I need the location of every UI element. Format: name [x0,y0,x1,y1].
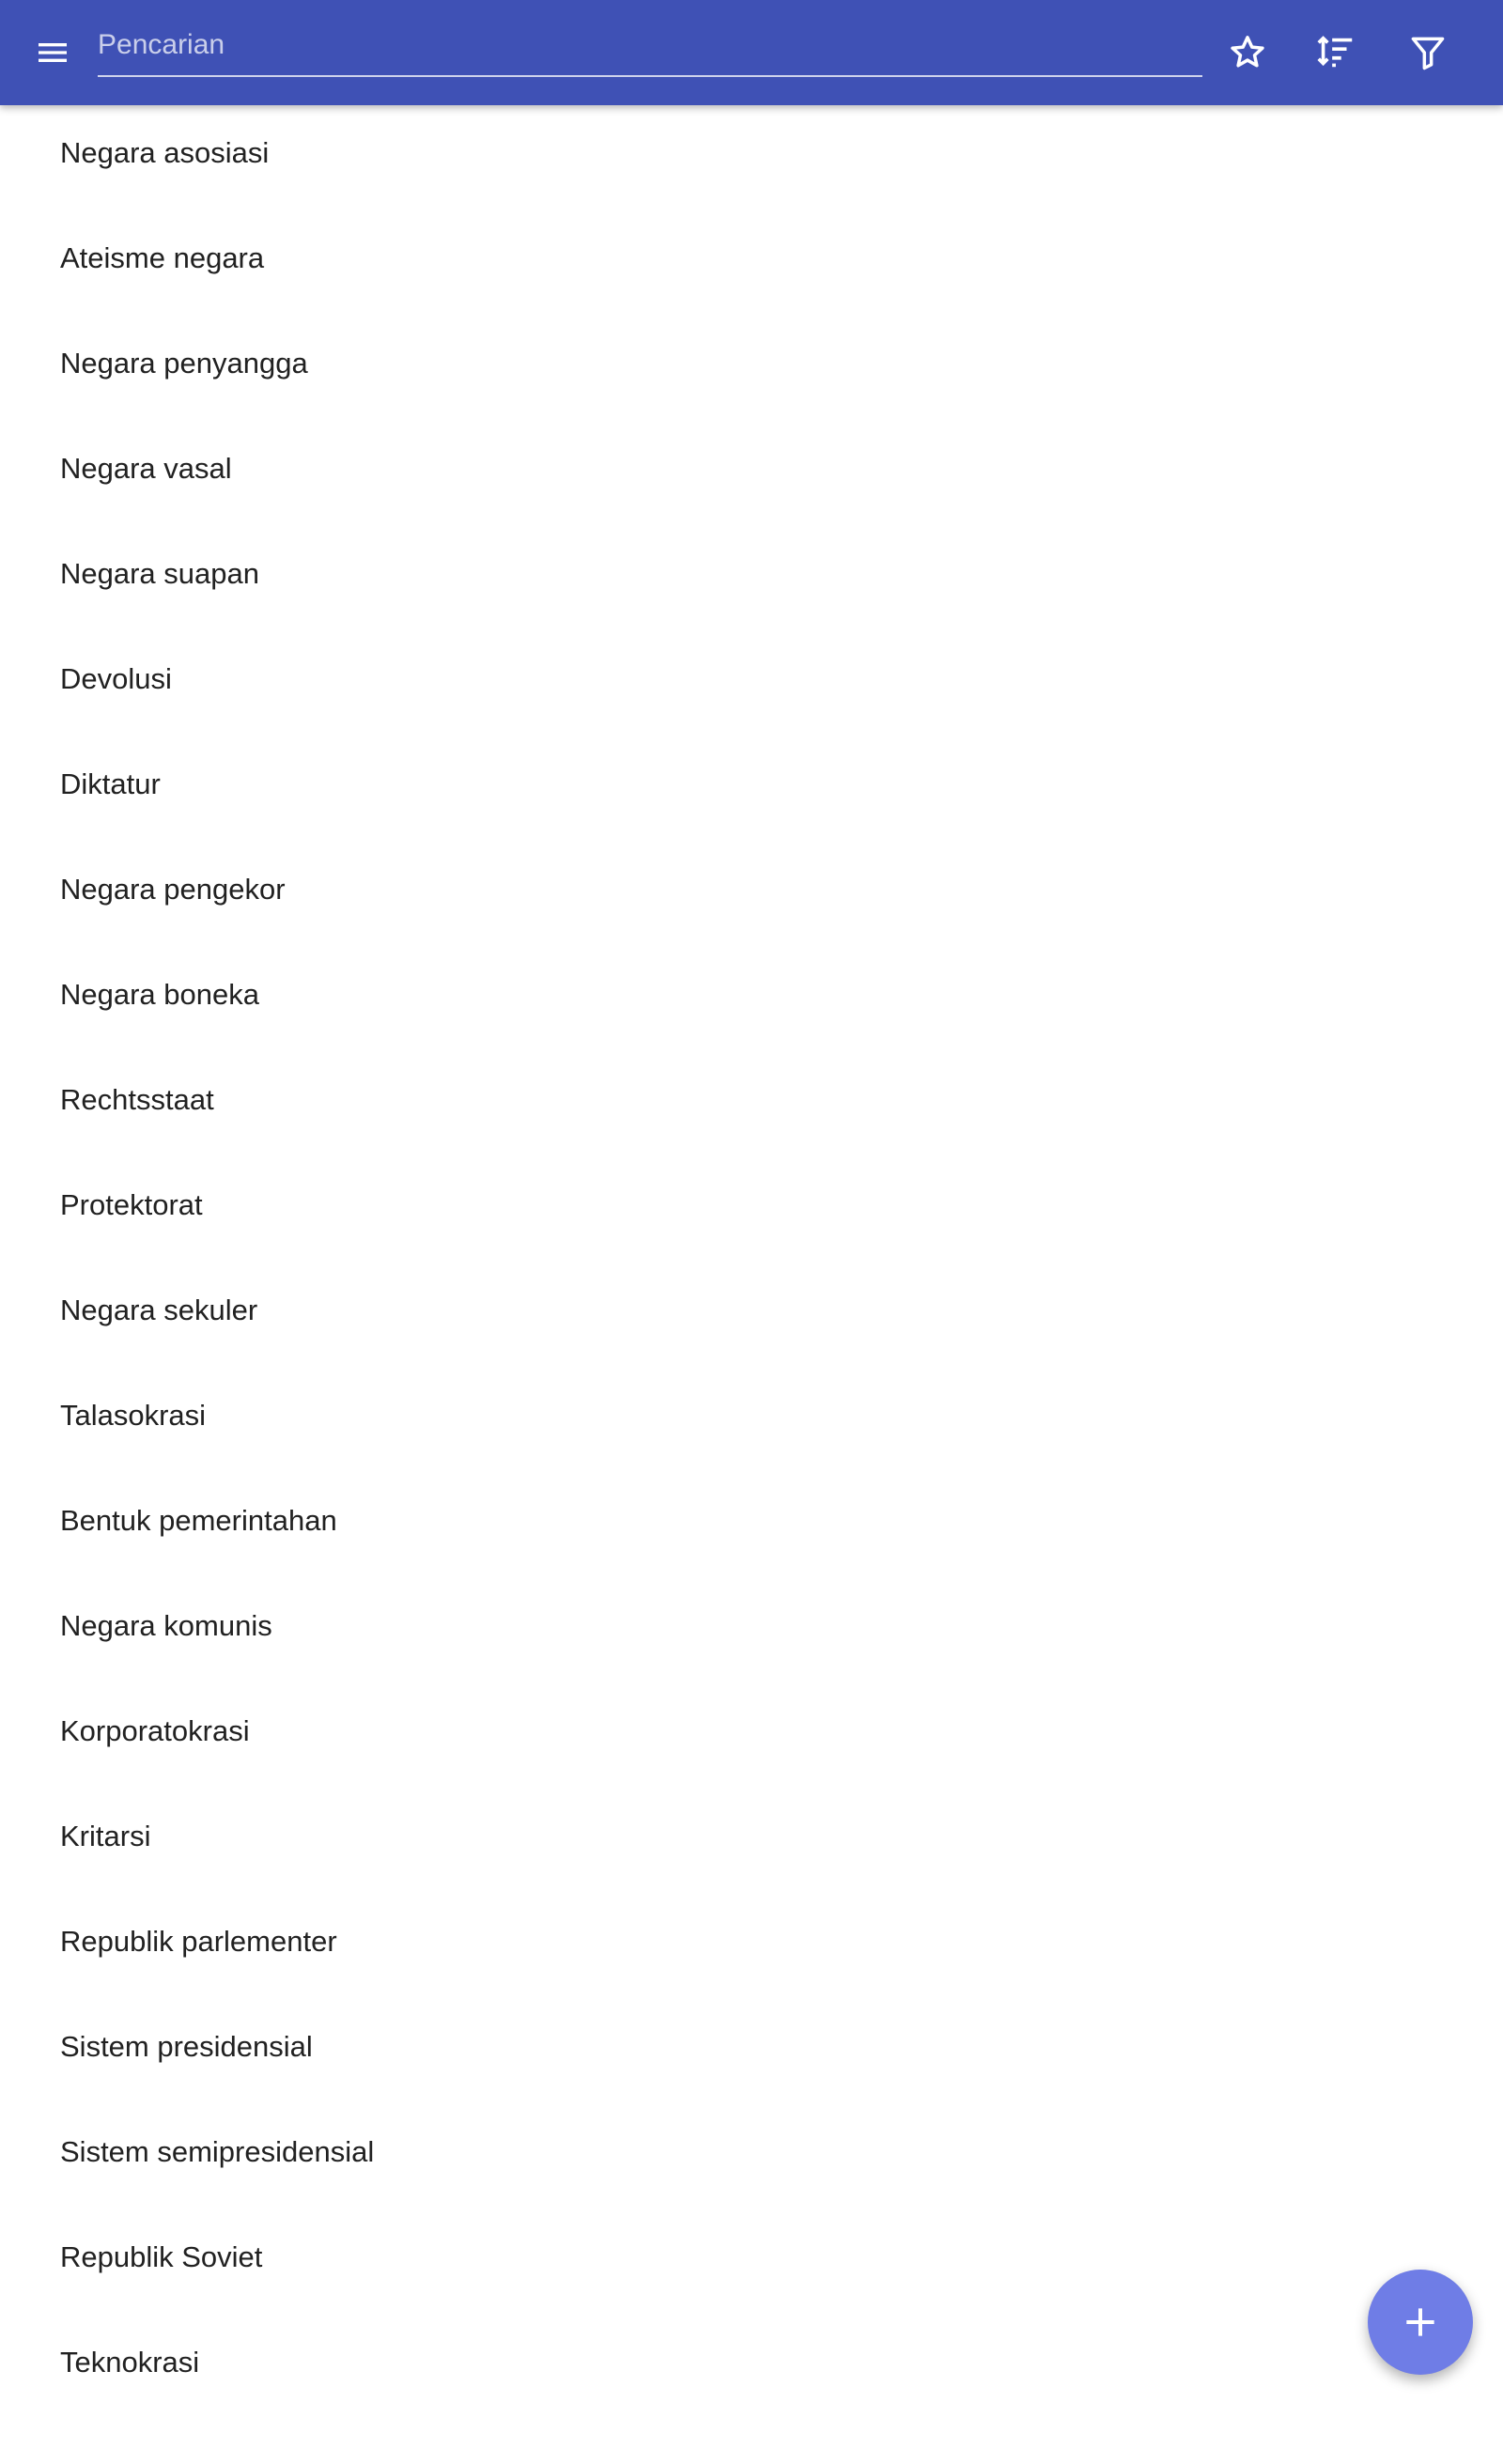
list-item[interactable]: Ateisme negara [60,241,265,274]
list-item[interactable]: Negara penyangga [60,347,308,380]
sort-button[interactable] [1300,17,1371,88]
list-item[interactable]: Diktatur [60,767,161,800]
list-item[interactable]: Republik parlementer [60,1925,337,1958]
menu-button[interactable] [21,17,85,88]
item-list [0,105,1503,2464]
filter-icon [1407,32,1449,73]
favorites-button[interactable] [1212,17,1283,88]
sort-icon [1314,31,1357,74]
list-item[interactable]: Kritarsi [60,1820,151,1852]
list-item[interactable]: Sistem semipresidensial [60,2135,375,2168]
list-item[interactable]: Protektorat [60,1188,203,1221]
plus-icon [1400,2301,1441,2343]
list-item[interactable]: Sistem presidensial [60,2030,313,2063]
list-item[interactable]: Korporatokrasi [60,1714,250,1747]
list-item[interactable]: Bentuk pemerintahan [60,1504,337,1537]
list-item[interactable]: Negara boneka [60,978,259,1011]
menu-icon [34,34,71,71]
search-field [98,17,1202,77]
list-item[interactable]: Teknokrasi [60,2346,200,2379]
list-item[interactable]: Negara sekuler [60,1294,258,1326]
app-bar [0,0,1503,105]
list-item[interactable]: Negara suapan [60,557,259,590]
list-item[interactable]: Negara vasal [60,452,232,485]
add-button[interactable] [1368,2270,1473,2375]
list-item[interactable]: Negara pengekor [60,873,286,906]
star-outline-icon [1227,32,1268,73]
list-item[interactable]: Republik Soviet [60,2240,263,2273]
list-item[interactable]: Talasokrasi [60,1399,207,1432]
filter-button[interactable] [1392,17,1464,88]
list-item[interactable]: Rechtsstaat [60,1083,214,1116]
search-input[interactable] [98,17,1202,73]
list-item[interactable]: Negara komunis [60,1609,272,1642]
list-item[interactable]: Devolusi [60,662,172,695]
list-item[interactable]: Negara asosiasi [60,136,270,169]
